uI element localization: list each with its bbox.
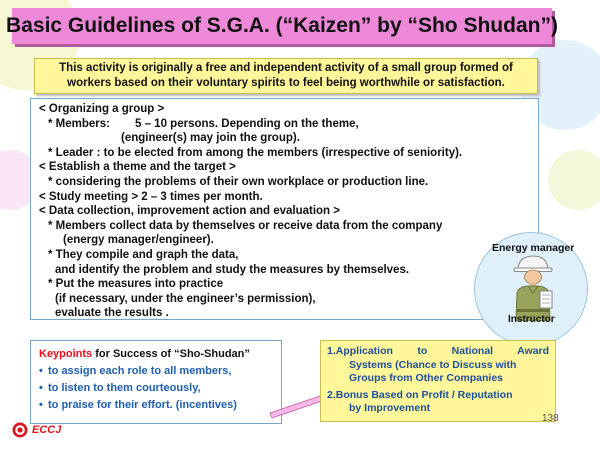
award-item-2-line2: by Improvement	[349, 402, 431, 414]
energy-manager-figure	[500, 253, 570, 321]
guideline-practice: * Put the measures into practice	[48, 278, 224, 291]
guideline-engineers: (engineer(s) may join the group).	[121, 132, 300, 145]
members-value: 5 – 10 persons. Depending on the theme,	[135, 117, 359, 130]
eccj-logo-text: ECCJ	[32, 424, 62, 436]
connector-line	[268, 390, 328, 420]
guideline-compile: * They compile and graph the data,	[48, 248, 239, 261]
guideline-data-collect: * Members collect data by themselves or receive data from the company	[48, 219, 443, 232]
award-item-2-line1: 2.Bonus Based on Profit / Reputation	[327, 388, 513, 401]
keypoints-heading-red: Keypoints	[39, 348, 93, 360]
keypoints-box	[30, 340, 282, 424]
intro-line: This activity is originally a free and independent activity of a small group formed of	[59, 62, 513, 74]
award-item-1-line1: 1.Application to National Award	[327, 345, 549, 357]
keypoint-text: to assign each role to all members,	[48, 365, 232, 377]
keypoint-item	[39, 397, 281, 414]
guideline-members	[39, 117, 538, 132]
guidelines-box	[30, 98, 539, 320]
guideline-theme-detail: * considering the problems of their own workplace or production line.	[48, 175, 429, 188]
eccj-logo-icon	[12, 422, 28, 438]
intro-box	[34, 58, 538, 94]
guideline-evaluate: evaluate the results .	[55, 307, 169, 320]
award-item-1	[327, 345, 549, 386]
guideline-study-meeting: < Study meeting > 2 – 3 times per month.	[39, 190, 263, 203]
incentive-box	[320, 340, 556, 422]
intro-line: workers based on their voluntary spirits to feel being worthwhile or satisfaction.	[67, 77, 505, 89]
keypoints-heading	[39, 346, 281, 363]
keypoint-item	[39, 363, 281, 380]
slide-title: Basic Guidelines of S.G.A. (“Kaizen” by “Sho Shudan”)	[12, 8, 552, 44]
energy-manager-label: Energy manager	[492, 242, 575, 254]
bullet-icon: •	[39, 365, 43, 377]
eccj-logo	[12, 422, 61, 438]
guideline-data-collect-cont: (energy manager/engineer).	[63, 234, 214, 247]
keypoint-text: to listen to them courteously,	[48, 382, 201, 394]
guideline-practice-cont: (if necessary, under the engineer’s permission),	[55, 292, 316, 305]
bullet-icon: •	[39, 382, 43, 394]
guideline-leader: * Leader : to be elected from among the members (irrespective of seniority).	[48, 146, 463, 159]
members-label: * Members:	[48, 117, 110, 130]
keypoint-text: to praise for their effort. (incentives)	[48, 399, 237, 411]
guideline-compile-cont: and identify the problem and study the measures by themselves.	[55, 263, 410, 276]
guideline-heading-theme: < Establish a theme and the target >	[39, 161, 236, 174]
page-number: 138	[542, 413, 559, 424]
guideline-heading-data: < Data collection, improvement action and evaluation >	[39, 205, 340, 218]
bullet-icon: •	[39, 399, 43, 411]
award-item-2	[327, 389, 549, 416]
instructor-label: Instructor	[508, 314, 555, 325]
award-item-1-line3: Groups from Other Companies	[349, 372, 504, 384]
award-item-1-line2: Systems (Chance to Discuss with	[349, 358, 517, 371]
guideline-heading-organizing: < Organizing a group >	[39, 103, 165, 115]
keypoints-heading-rest: for Success of “Sho-Shudan”	[92, 348, 250, 360]
background-bubble	[548, 150, 600, 210]
keypoint-item	[39, 380, 281, 397]
